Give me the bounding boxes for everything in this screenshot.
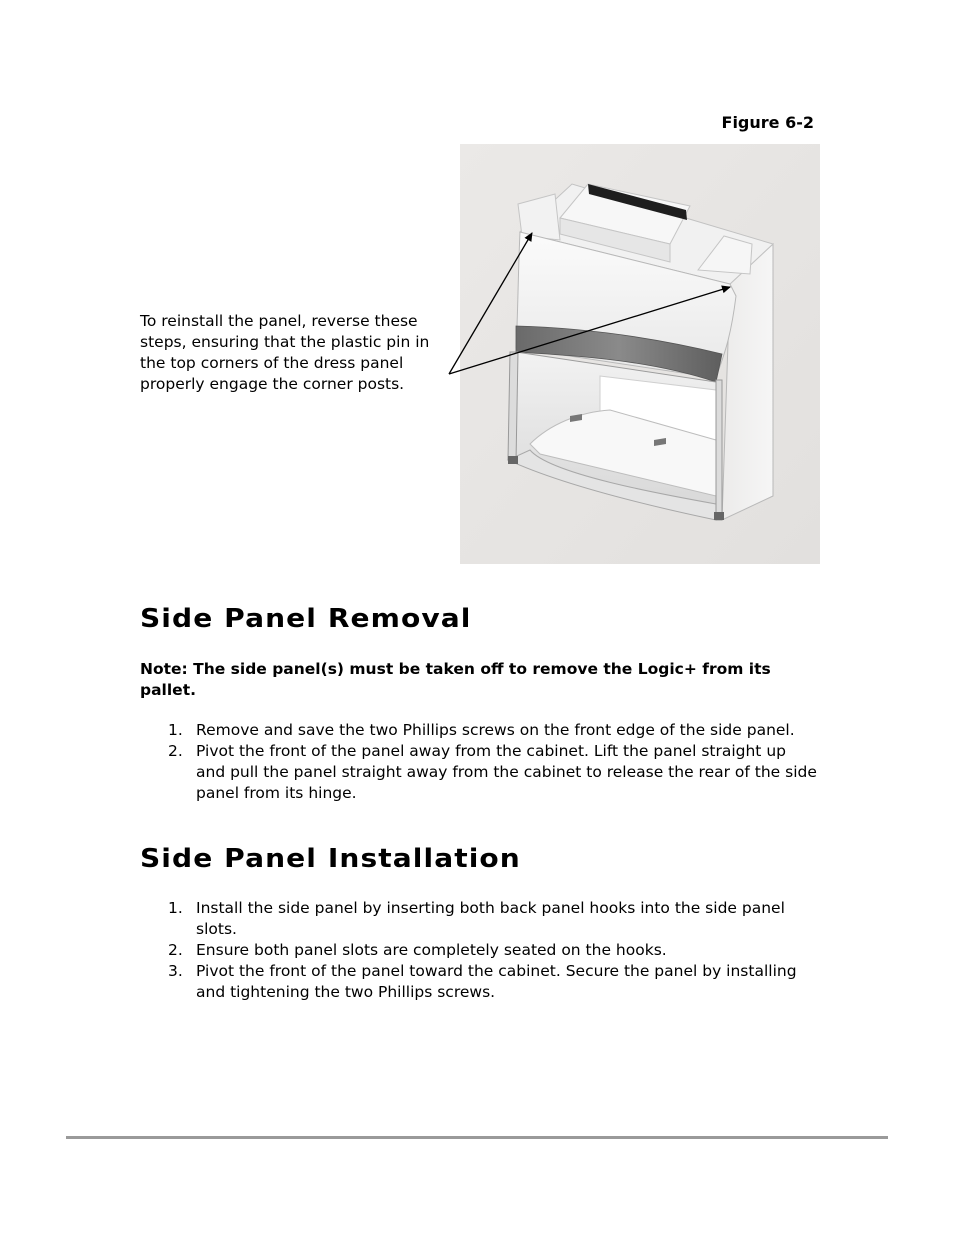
heading-side-panel-installation: Side Panel Installation [140, 844, 521, 874]
step-number: 2. [168, 742, 183, 760]
step-text: Pivot the front of the panel toward the cabinet. Secure the panel by installing and tightening the two Phillips screws. [196, 962, 797, 1001]
list-item [140, 940, 820, 961]
list-item [140, 898, 820, 940]
step-text: Ensure both panel slots are completely seated on the hooks. [196, 941, 667, 959]
figure-label: Figure 6-2 [721, 113, 814, 132]
cabinet-illustration [460, 144, 820, 564]
list-item [140, 720, 820, 741]
step-text: Remove and save the two Phillips screws on the front edge of the side panel. [196, 721, 795, 739]
step-text: Pivot the front of the panel away from the cabinet. Lift the panel straight up and pull the panel straight away from the cabinet to release the rear of the side panel from its hinge. [196, 742, 817, 802]
step-number: 2. [168, 941, 183, 959]
removal-steps [140, 720, 820, 804]
installation-steps [140, 898, 820, 1003]
footer-divider [66, 1136, 888, 1139]
step-number: 3. [168, 962, 183, 980]
reinstall-instructions: To reinstall the panel, reverse these steps, ensuring that the plastic pin in the top corners of the dress panel properly engage the corner posts. [140, 312, 430, 393]
list-item [140, 741, 820, 804]
list-item [140, 961, 820, 1003]
heading-side-panel-removal: Side Panel Removal [140, 604, 472, 634]
step-text: Install the side panel by inserting both back panel hooks into the side panel slots. [196, 899, 785, 938]
step-number: 1. [168, 899, 183, 917]
step-number: 1. [168, 721, 183, 739]
removal-note: Note: The side panel(s) must be taken off to remove the Logic+ from its pallet. [140, 660, 771, 699]
